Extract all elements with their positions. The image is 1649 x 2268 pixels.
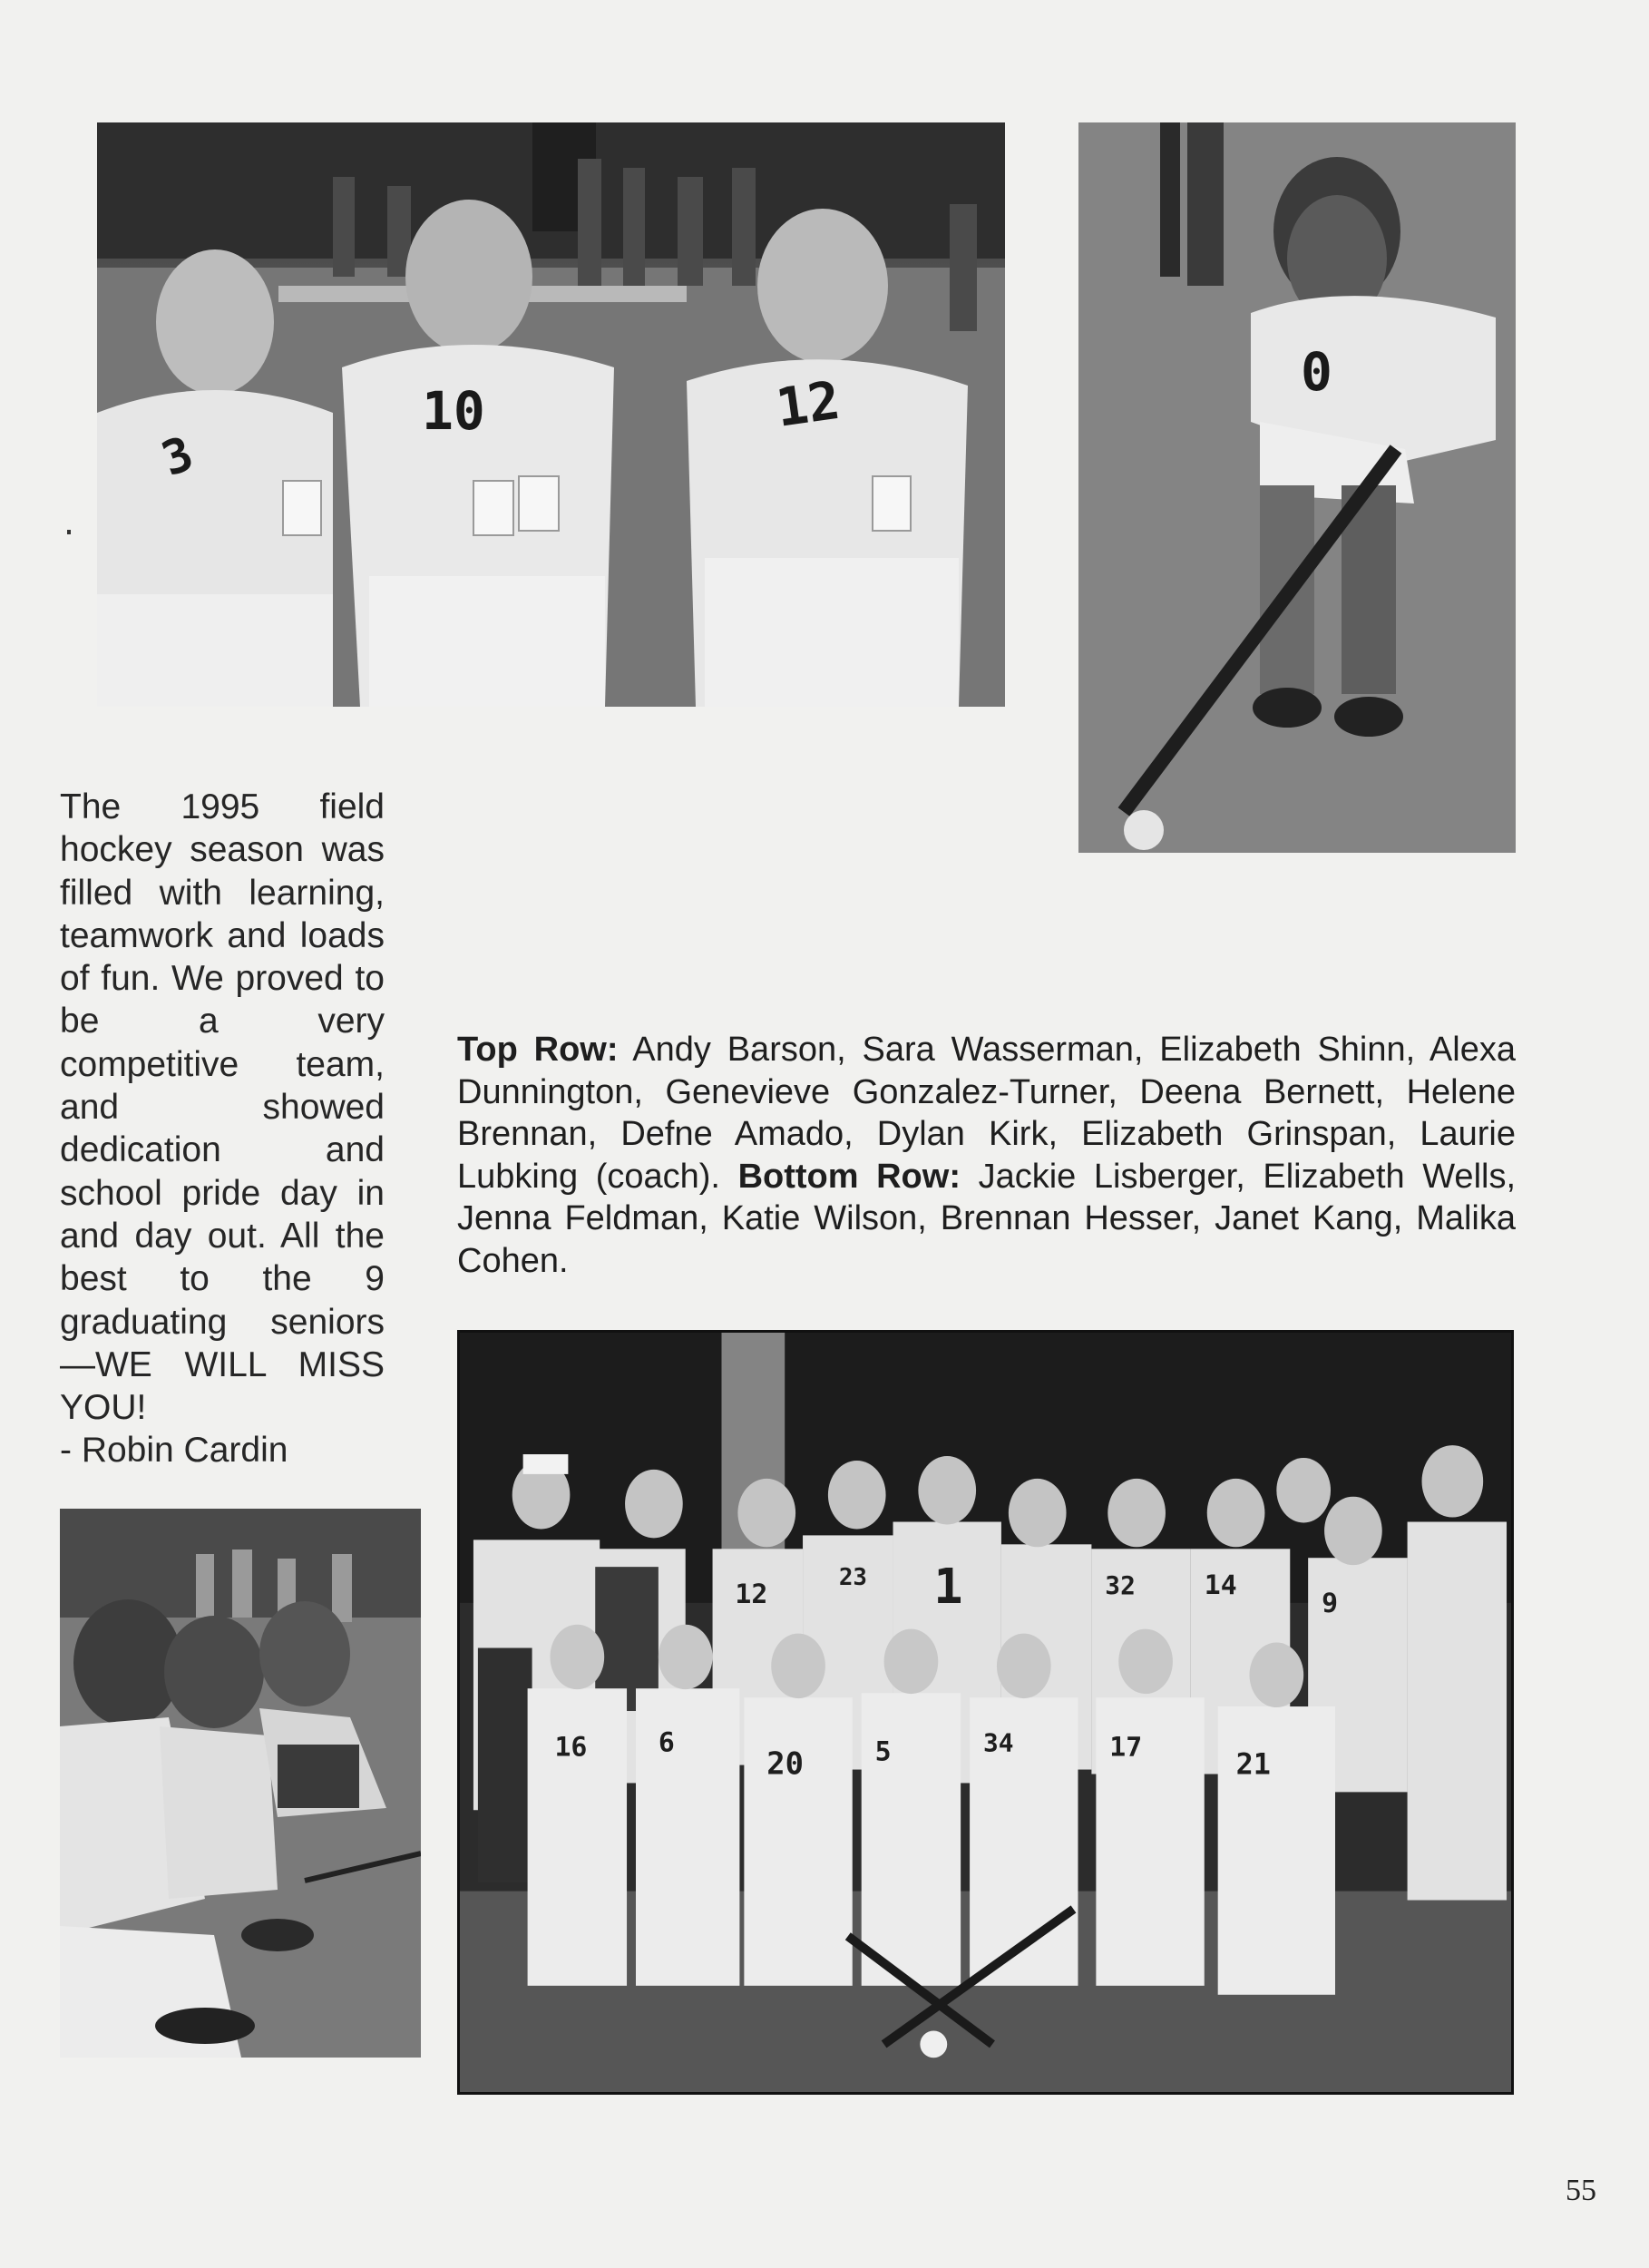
photo-team-group bbox=[457, 1330, 1514, 2095]
jersey-number: 17 bbox=[1109, 1731, 1143, 1764]
jersey-number: 16 bbox=[554, 1731, 588, 1764]
jersey-number: 6 bbox=[658, 1726, 675, 1759]
jersey-number: 14 bbox=[1204, 1569, 1237, 1601]
photo-team-seated bbox=[60, 1509, 421, 2058]
season-summary-text: The 1995 field hockey season was filled with learning, teamwork and loads of fun. We proved to be a very competitive team, and showed dedication and school pride day in and day out. All the best to the 9 graduating seniors—WE WILL MISS YOU! bbox=[60, 787, 385, 1428]
print-speck bbox=[67, 530, 71, 534]
page-number: 55 bbox=[1566, 2174, 1596, 2207]
jersey-number: 12 bbox=[772, 368, 844, 439]
jersey-number: 9 bbox=[1322, 1587, 1339, 1619]
jersey-number: 20 bbox=[766, 1745, 804, 1782]
team-photo-caption bbox=[457, 1029, 1516, 1282]
top-row-label: Top Row: bbox=[457, 1031, 619, 1069]
photo-player-dribbling bbox=[1078, 122, 1516, 853]
bottom-row-label: Bottom Row: bbox=[737, 1157, 961, 1196]
bottom-row-names: Jackie Lisberger, Elizabeth Wells, Jenna Feldman, Katie Wilson, Brennan Hesser, Janet Kang, Malika Cohen. bbox=[457, 1157, 1517, 1280]
jersey-number: 32 bbox=[1105, 1569, 1136, 1600]
top-row-names: Andy Barson, Sara Wasserman, Elizabeth Shinn, Alexa Dunnington, Genevieve Gonzalez-Turner, Deena Bernett, Helene Brennan, Defne Amado, Dylan Kirk, Elizabeth Grinspan, Laurie Lubking (coach). bbox=[457, 1031, 1516, 1196]
photo-players-with-drinks bbox=[97, 122, 1005, 707]
author-signature: - Robin Cardin bbox=[60, 1431, 288, 1471]
jersey-number: 10 bbox=[422, 380, 485, 442]
jersey-number: 34 bbox=[983, 1727, 1014, 1758]
jersey-number: 0 bbox=[1301, 341, 1332, 403]
jersey-number: 23 bbox=[838, 1564, 867, 1592]
season-summary bbox=[60, 786, 385, 1472]
jersey-number: 12 bbox=[735, 1578, 768, 1610]
jersey-number: 5 bbox=[874, 1735, 892, 1768]
jersey-number: 1 bbox=[933, 1557, 963, 1615]
jersey-number: 3 bbox=[154, 426, 200, 488]
jersey-number: 21 bbox=[1235, 1747, 1271, 1782]
